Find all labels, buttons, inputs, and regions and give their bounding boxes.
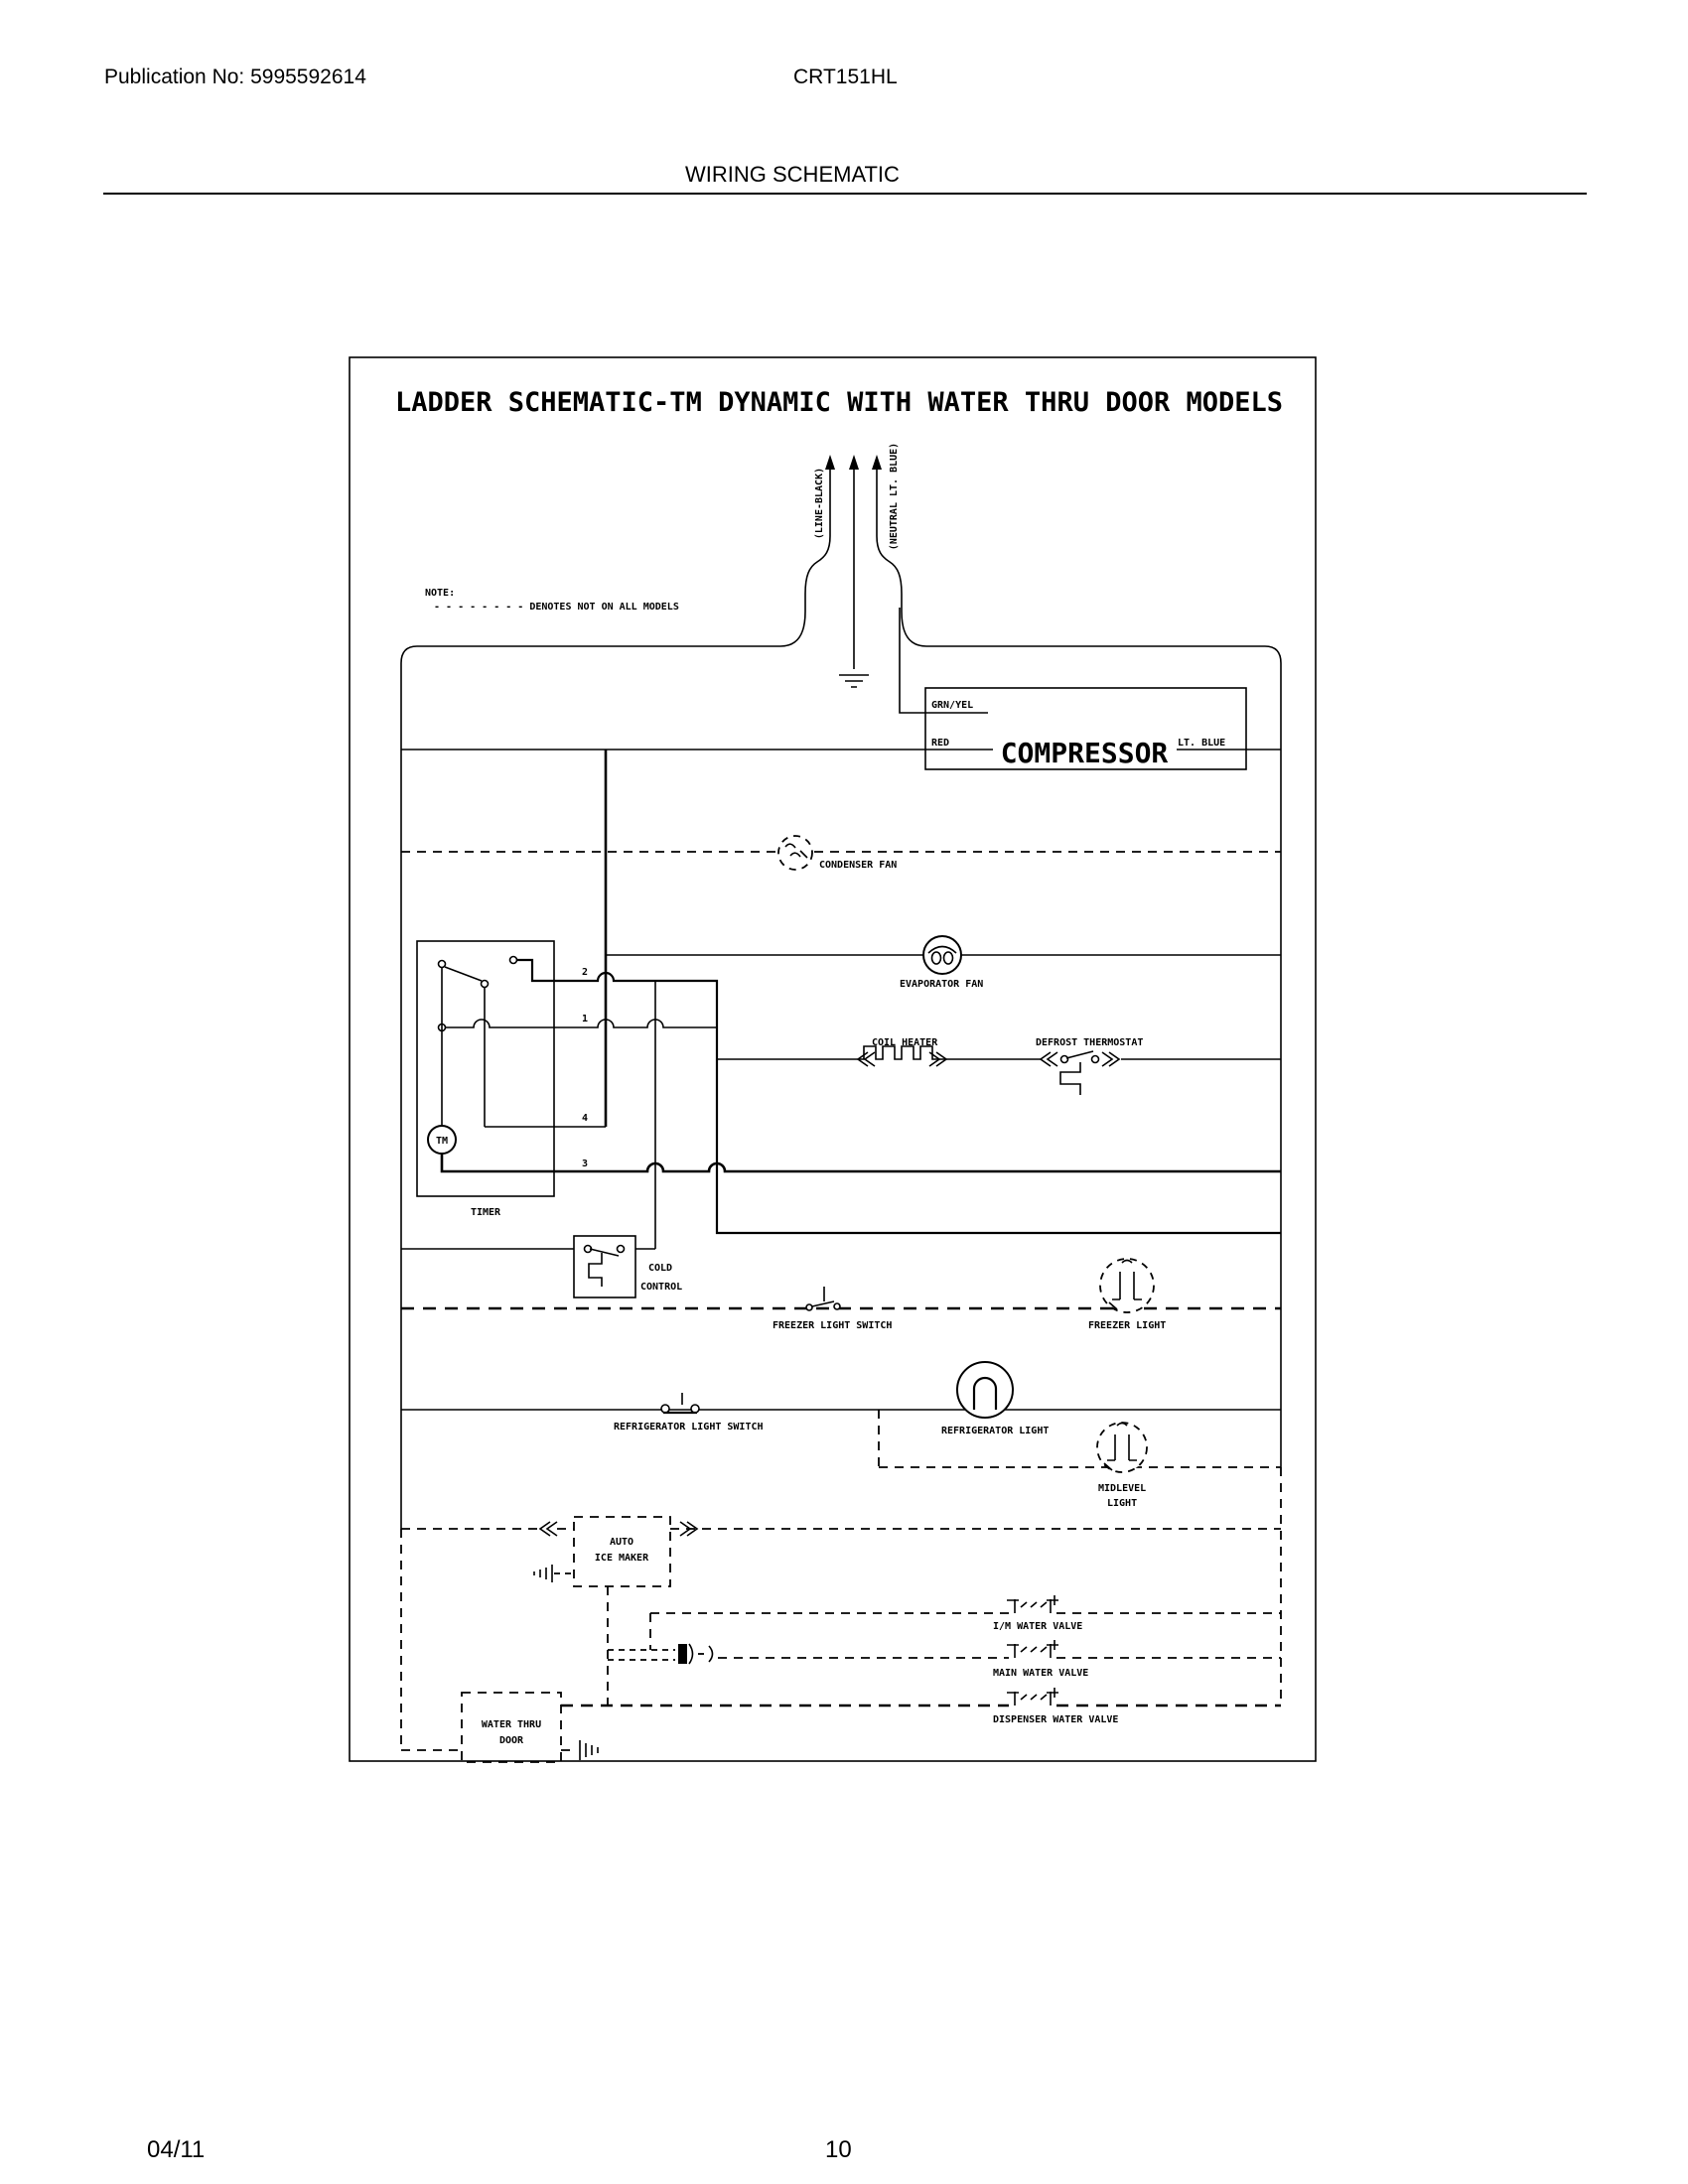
freezer-light-circuit bbox=[401, 1259, 1281, 1331]
harness-connector-icon bbox=[678, 1644, 687, 1664]
midlevel-light-circuit bbox=[879, 1423, 1281, 1509]
main-water-valve-icon bbox=[1007, 1640, 1058, 1658]
schematic-title: LADDER SCHEMATIC-TM DYNAMIC WITH WATER THRU DOOR MODELS bbox=[394, 387, 1284, 418]
timer-label: TIMER bbox=[470, 1207, 501, 1218]
refrigerator-light-icon bbox=[957, 1362, 1013, 1418]
terminal-1-label: 1 bbox=[581, 1014, 588, 1024]
ice-maker-label-2: ICE MAKER bbox=[594, 1553, 649, 1564]
terminal-2-label: 2 bbox=[581, 967, 588, 978]
timer bbox=[417, 750, 1281, 1249]
freezer-light-switch-label: FREEZER LIGHT SWITCH bbox=[773, 1320, 893, 1331]
lt-blue-label: LT. BLUE bbox=[1178, 738, 1226, 749]
ice-maker-circuit bbox=[401, 1517, 1281, 1706]
dispenser-water-valve-label: DISPENSER WATER VALVE bbox=[993, 1714, 1119, 1725]
ice-maker-box bbox=[574, 1517, 670, 1586]
chassis-ground-icon bbox=[580, 1740, 598, 1760]
defrost-thermostat-icon bbox=[1066, 1051, 1093, 1058]
water-valves bbox=[561, 1595, 1281, 1725]
cold-control-label-2: CONTROL bbox=[640, 1282, 683, 1293]
im-water-valve-label: I/M WATER VALVE bbox=[993, 1621, 1083, 1632]
condenser-fan bbox=[401, 836, 1281, 871]
water-thru-door-label-2: DOOR bbox=[498, 1735, 524, 1746]
cold-control-box bbox=[574, 1236, 635, 1297]
page-title: WIRING SCHEMATIC bbox=[685, 162, 900, 187]
evaporator-fan-label: EVAPORATOR FAN bbox=[900, 979, 984, 990]
water-thru-door bbox=[401, 1693, 598, 1762]
compressor-label: COMPRESSOR bbox=[1000, 737, 1169, 769]
red-label: RED bbox=[931, 738, 950, 749]
ground-arrow-icon bbox=[849, 455, 859, 470]
connector-icon bbox=[540, 1522, 557, 1536]
line-arrow-icon bbox=[825, 455, 835, 470]
timer-box bbox=[417, 941, 554, 1196]
condenser-fan-label: CONDENSER FAN bbox=[819, 860, 898, 871]
connector-icon bbox=[1041, 1052, 1057, 1066]
cold-control-label-1: COLD bbox=[648, 1263, 673, 1274]
freezer-light-switch-icon bbox=[806, 1287, 840, 1310]
water-thru-door-label-1: WATER THRU bbox=[481, 1719, 542, 1730]
refrigerator-light-switch-label: REFRIGERATOR LIGHT SWITCH bbox=[614, 1422, 764, 1433]
defrost-circuit bbox=[717, 1037, 1281, 1095]
terminal-3-label: 3 bbox=[581, 1159, 588, 1169]
neutral-label: (NEUTRAL LT. BLUE) bbox=[889, 442, 900, 551]
main-water-valve-label: MAIN WATER VALVE bbox=[993, 1668, 1089, 1679]
publication-number: Publication No: 5995592614 bbox=[104, 66, 366, 88]
ice-maker-label-1: AUTO bbox=[609, 1537, 634, 1548]
chassis-ground-icon bbox=[534, 1565, 574, 1582]
grn-yel-label: GRN/YEL bbox=[931, 700, 974, 711]
midlevel-light-label-2: LIGHT bbox=[1107, 1498, 1138, 1509]
coil-heater-label: COIL HEATER bbox=[872, 1037, 938, 1048]
timer-terminal2-wire bbox=[517, 960, 1281, 1233]
power-entry bbox=[401, 443, 1281, 687]
timer-motor-label: TM bbox=[435, 1136, 449, 1147]
defrost-thermostat-label: DEFROST THERMOSTAT bbox=[1036, 1037, 1144, 1048]
neutral-arrow-icon bbox=[872, 455, 882, 470]
footer-date: 04/11 bbox=[147, 2136, 206, 2163]
im-water-valve-icon bbox=[1007, 1595, 1058, 1613]
freezer-light-label: FREEZER LIGHT bbox=[1088, 1320, 1167, 1331]
note bbox=[425, 588, 679, 613]
refrigerator-light-circuit bbox=[401, 1362, 1281, 1467]
harness-wires bbox=[608, 1650, 675, 1660]
model-number: CRT151HL bbox=[793, 66, 898, 88]
timer-terminal3-wire bbox=[442, 1154, 1281, 1171]
earth-ground-icon bbox=[839, 675, 869, 687]
line-black-label: (LINE-BLACK) bbox=[814, 467, 825, 540]
freezer-light-icon bbox=[1100, 1259, 1154, 1312]
note-text: - - - - - - - - DENOTES NOT ON ALL MODELS bbox=[434, 602, 679, 613]
cold-control bbox=[401, 1236, 682, 1297]
dispenser-water-valve-icon bbox=[1007, 1688, 1058, 1706]
midlevel-light-label-1: MIDLEVEL bbox=[1098, 1483, 1147, 1494]
compressor bbox=[401, 608, 1281, 769]
note-label: NOTE: bbox=[425, 588, 456, 599]
evaporator-fan-icon bbox=[923, 936, 961, 974]
terminal-4-label: 4 bbox=[581, 1113, 588, 1124]
refrigerator-light-label: REFRIGERATOR LIGHT bbox=[941, 1426, 1050, 1436]
footer-page-number: 10 bbox=[825, 2136, 852, 2163]
connector-icon bbox=[1102, 1052, 1119, 1066]
